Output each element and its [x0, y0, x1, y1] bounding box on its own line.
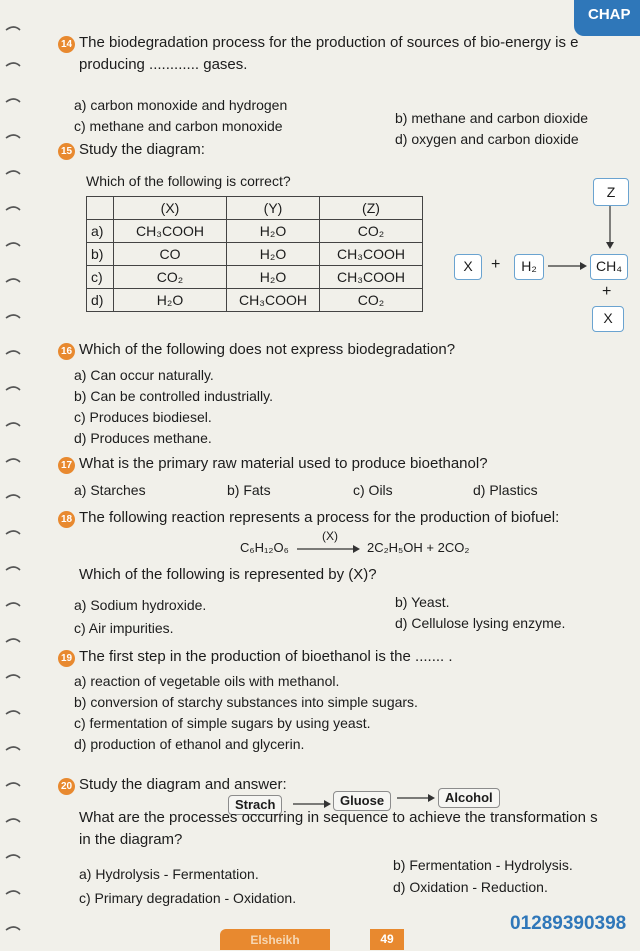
q17-option-b[interactable]: b) Fats [227, 482, 271, 498]
q19-text: The first step in the production of bioethanol is the ....... . [79, 648, 453, 665]
q14-text: The biodegradation process for the production of sources of bio-energy is e [79, 34, 579, 51]
diagram-box-x-left: X [454, 254, 482, 280]
footer-brand: Elsheikh [220, 929, 330, 950]
q17-text: What is the primary raw material used to produce bioethanol? [79, 455, 488, 472]
question-number-17: 17 [58, 457, 75, 474]
flow-starch: Strach [228, 795, 282, 815]
q16-option-a[interactable]: a) Can occur naturally. [74, 367, 214, 383]
row-label: c) [87, 266, 114, 289]
reaction-products: 2C₂H₅OH + 2CO₂ [367, 540, 470, 555]
flow-glucose: Gluose [333, 791, 391, 811]
q20-option-d[interactable]: d) Oxidation - Reduction. [393, 879, 548, 895]
question-number-19: 19 [58, 650, 75, 667]
question-number-14: 14 [58, 36, 75, 53]
q15-table [86, 196, 423, 312]
q20-subquestion: What are the processes occurring in sequence to achieve the transformation s [79, 809, 598, 826]
q20-option-c[interactable]: c) Primary degradation - Oxidation. [79, 890, 297, 906]
cell-z: CO₂ [320, 289, 423, 312]
question-number-16: 16 [58, 343, 75, 360]
q17-option-d[interactable]: d) Plastics [473, 482, 538, 498]
table-row[interactable] [87, 289, 423, 312]
q14-option-b[interactable]: b) methane and carbon dioxide [395, 110, 589, 126]
cell-z: CO₂ [320, 220, 423, 243]
q17-option-c[interactable]: c) Oils [353, 482, 393, 498]
question-number-18: 18 [58, 511, 75, 528]
header-z: (Z) [320, 197, 423, 220]
q14-text-cont: producing ............ gases. [79, 56, 248, 73]
row-label: a) [87, 220, 114, 243]
diagram-arrow-right [548, 259, 588, 273]
q16-option-b[interactable]: b) Can be controlled industrially. [74, 388, 273, 404]
diagram-box-h2: H₂ [514, 254, 544, 280]
q15-subquestion: Which of the following is correct? [86, 173, 291, 189]
header-y: (Y) [227, 197, 320, 220]
q15-text: Study the diagram: [79, 141, 205, 158]
q18-text: The following reaction represents a process for the production of biofuel: [79, 509, 560, 526]
q20-option-a[interactable]: a) Hydrolysis - Fermentation. [79, 866, 259, 882]
flow-arrow-2 [397, 792, 437, 804]
row-label: b) [87, 243, 114, 266]
cell-x: CO [114, 243, 227, 266]
cell-z: CH₃COOH [320, 243, 423, 266]
flow-alcohol: Alcohol [438, 788, 500, 808]
cell-y: H₂O [227, 266, 320, 289]
cell-x: CO₂ [114, 266, 227, 289]
phone-number: 01289390398 [510, 913, 627, 934]
q18-option-c[interactable]: c) Air impurities. [74, 620, 174, 636]
q18-option-b[interactable]: b) Yeast. [395, 594, 450, 610]
q14-option-d[interactable]: d) oxygen and carbon dioxide [395, 131, 579, 147]
q16-option-d[interactable]: d) Produces methane. [74, 430, 212, 446]
question-number-20: 20 [58, 778, 75, 795]
table-row[interactable] [87, 243, 423, 266]
table-header-row [87, 197, 423, 220]
q19-option-c[interactable]: c) fermentation of simple sugars by using yeast. [74, 715, 371, 731]
q14-option-a[interactable]: a) carbon monoxide and hydrogen [74, 97, 288, 113]
cell-y: H₂O [227, 243, 320, 266]
diagram-box-z: Z [593, 178, 629, 206]
reaction-reactant: C₆H₁₂O₆ [240, 540, 289, 555]
cell-y: H₂O [227, 220, 320, 243]
diagram-box-ch4: CH₄ [590, 254, 628, 280]
table-row[interactable] [87, 220, 423, 243]
q14-option-c[interactable]: c) methane and carbon monoxide [74, 118, 283, 134]
question-number-15: 15 [58, 143, 75, 160]
cell-x: CH₃COOH [114, 220, 227, 243]
diagram-plus: + [491, 256, 501, 273]
reaction-catalyst: (X) [322, 529, 338, 543]
row-label: d) [87, 289, 114, 312]
q19-option-b[interactable]: b) conversion of starchy substances into simple sugars. [74, 694, 418, 710]
q20-option-b[interactable]: b) Fermentation - Hydrolysis. [393, 857, 573, 873]
cell-z: CH₃COOH [320, 266, 423, 289]
reaction-arrow [297, 543, 361, 555]
page-number: 49 [370, 929, 404, 950]
q18-subquestion: Which of the following is represented by (X)? [79, 566, 377, 583]
q19-option-d[interactable]: d) production of ethanol and glycerin. [74, 736, 305, 752]
q20-text: Study the diagram and answer: [79, 776, 287, 793]
cell-x: H₂O [114, 289, 227, 312]
q18-option-a[interactable]: a) Sodium hydroxide. [74, 597, 207, 613]
q17-option-a[interactable]: a) Starches [74, 482, 146, 498]
diagram-box-x-bottom: X [592, 306, 624, 332]
spiral-binding [0, 0, 26, 950]
table-row[interactable] [87, 266, 423, 289]
diagram-plus-2: + [602, 283, 612, 300]
header-x: (X) [114, 197, 227, 220]
cell-y: CH₃COOH [227, 289, 320, 312]
diagram-arrow-down [600, 206, 620, 250]
q18-option-d[interactable]: d) Cellulose lysing enzyme. [395, 615, 566, 631]
q20-subquestion-cont: in the diagram? [79, 831, 183, 848]
q16-option-c[interactable]: c) Produces biodiesel. [74, 409, 212, 425]
q16-text: Which of the following does not express biodegradation? [79, 341, 456, 358]
chapter-tab: CHAP [574, 0, 640, 36]
q19-option-a[interactable]: a) reaction of vegetable oils with methanol. [74, 673, 340, 689]
